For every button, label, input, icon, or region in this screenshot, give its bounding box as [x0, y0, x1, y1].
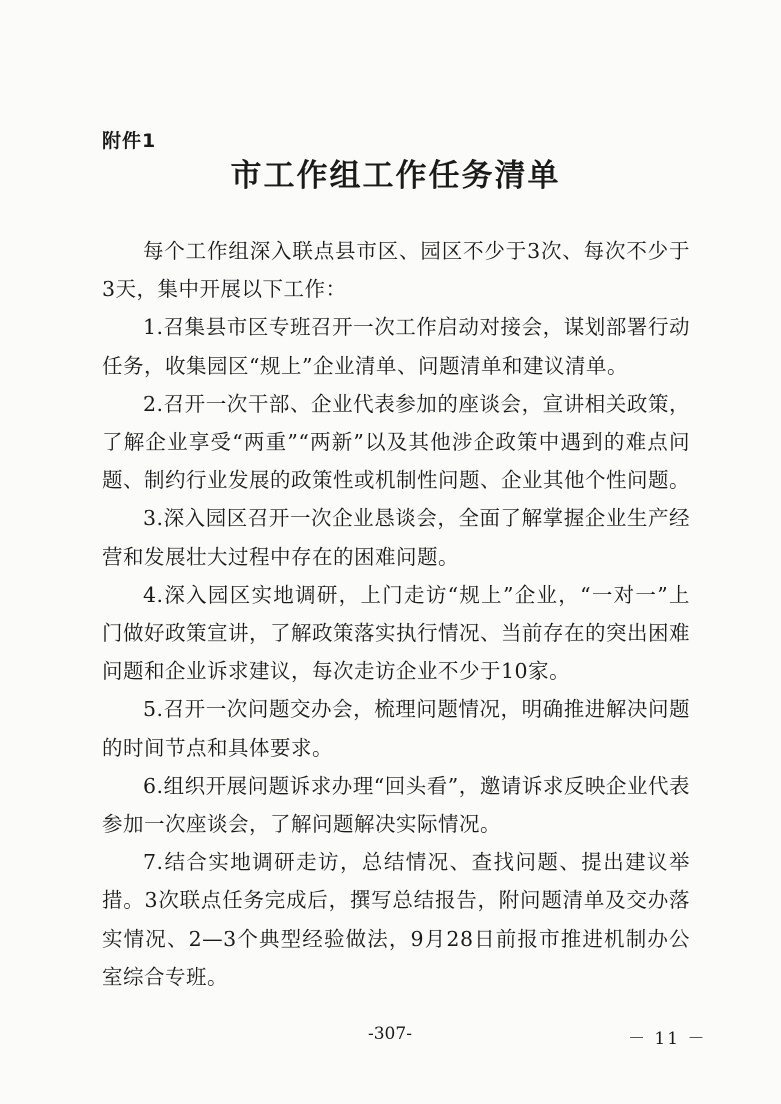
task-item-1: 1.召集县市区专班召开一次工作启动对接会，谋划部署行动任务，收集园区“规上”企业清单、问题清单和建议清单。: [102, 315, 690, 378]
document-body: [102, 232, 690, 996]
page-number-right: － 11 －: [628, 1029, 707, 1049]
task-item-6: 6.组织开展问题诉求办理“回头看”，邀请诉求反映企业代表参加一次座谈会，了解问题解决实际情况。: [102, 773, 690, 837]
task-item-3: 3.深入园区召开一次企业恳谈会，全面了解掌握企业生产经营和发展壮大过程中存在的困难问题。: [102, 506, 690, 569]
task-item-4: 4.深入园区实地调研，上门走访“规上”企业，“一对一”上门做好政策宣讲，了解政策落实执行情况、当前存在的突出困难问题和企业诉求建议，每次走访企业不少于10家。: [102, 582, 690, 684]
intro-paragraph: 每个工作组深入联点县市区、园区不少于3次、每次不少于3天，集中开展以下工作：: [102, 239, 690, 302]
attachment-label: 附件1: [102, 130, 157, 152]
page-number-center: -307-: [368, 1024, 412, 1044]
task-item-7: 7.结合实地调研走访，总结情况、查找问题、提出建议举措。3次联点任务完成后，撰写总结报告，附问题清单及交办落实情况、2—3个典型经验做法，9月28日前报市推进机制办公室综合专班。: [102, 850, 690, 989]
document-title: 市工作组工作任务清单: [230, 158, 561, 194]
task-item-2: 2.召开一次干部、企业代表参加的座谈会，宣讲相关政策，了解企业享受“两重”“两新”以及其他涉企政策中遇到的难点问题、制约行业发展的政策性或机制性问题、企业其他个性问题。: [102, 391, 690, 493]
task-item-5: 5.召开一次问题交办会，梳理问题情况，明确推进解决问题的时间节点和具体要求。: [102, 697, 690, 760]
